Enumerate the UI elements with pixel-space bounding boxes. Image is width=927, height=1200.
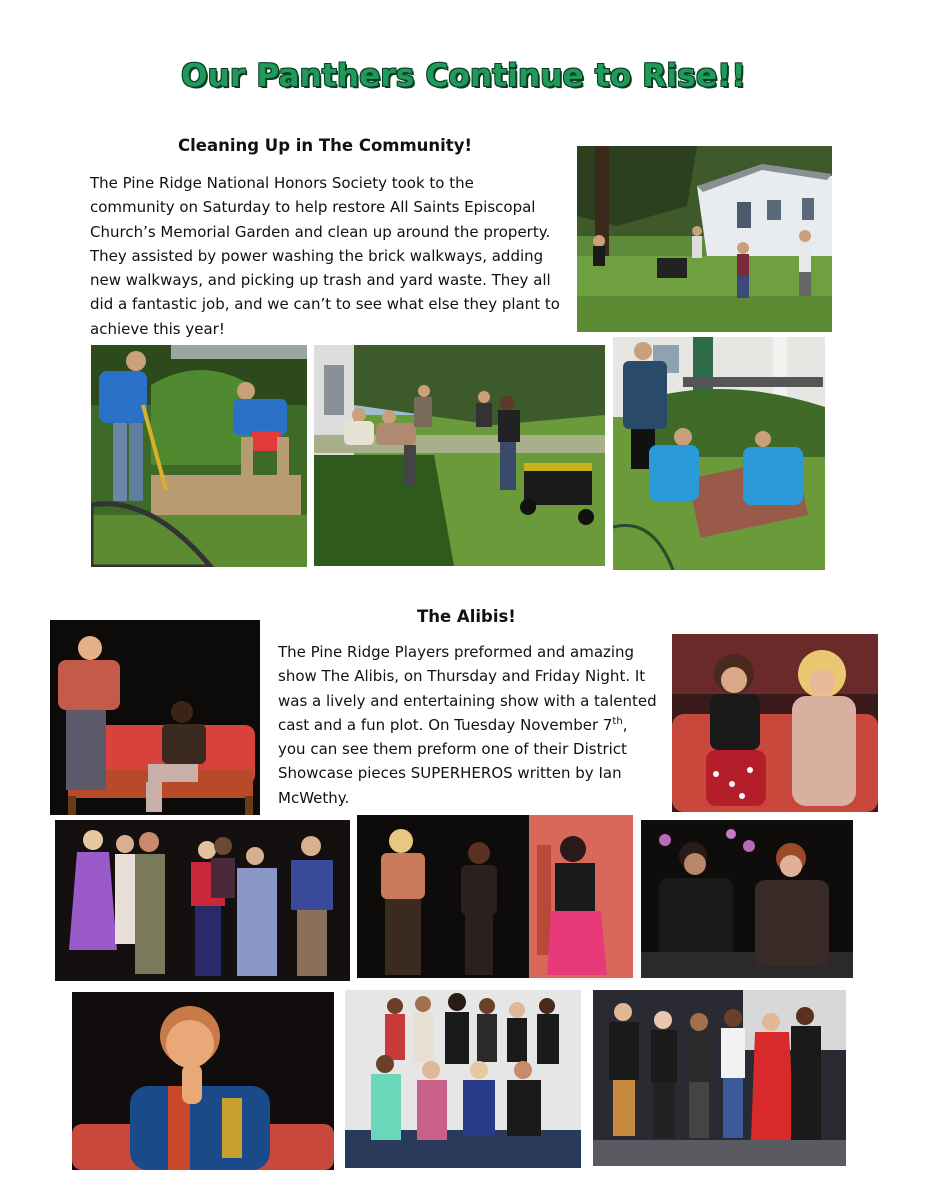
photo-students-garden-wheelbarrow	[314, 345, 605, 566]
photo-students-laying-pavers	[613, 337, 825, 570]
alibis-paragraph-part1: The Pine Ridge Players preformed and amazing show The Alibis, on Thursday and Friday Night. It was a lively and entertaining show with a talented cast and a fun plot. On Tuesday November 7	[278, 643, 657, 734]
alibis-paragraph-superscript: th	[612, 715, 623, 727]
photo-alibis-two-actors-seated	[641, 820, 853, 978]
alibis-heading: The Alibis!	[417, 607, 516, 626]
alibis-paragraph-part2: , you can see them preform one of their District Showcase pieces SUPERHEROS written by Ian McWethy.	[278, 715, 628, 807]
photo-alibis-group-stage	[55, 820, 350, 981]
photo-alibis-three-actors	[357, 815, 633, 978]
photo-alibis-couch-scene	[50, 620, 260, 815]
community-paragraph: The Pine Ridge National Honors Society took to the community on Saturday to help restore All Saints Episcopal Church’s Memorial Garden and clean up around the property. They assisted by power washing the brick walkways, adding new walkways, and picking up trash and yard waste. They all did a fantastic job, and we can’t to see what else they plant to achieve this year!	[90, 174, 560, 338]
alibis-paragraph	[278, 640, 658, 810]
page-title: Our Panthers Continue to Rise!!	[181, 58, 746, 94]
photo-cast-group-white-backdrop	[345, 990, 581, 1168]
photo-church-yard-cleanup	[577, 146, 832, 332]
photo-alibis-two-on-couch	[672, 634, 878, 812]
photo-alibis-actor-praying	[72, 992, 334, 1170]
photo-students-planting	[91, 345, 307, 567]
photo-cast-group-dark-room	[593, 990, 846, 1166]
community-heading: Cleaning Up in The Community!	[178, 136, 472, 155]
